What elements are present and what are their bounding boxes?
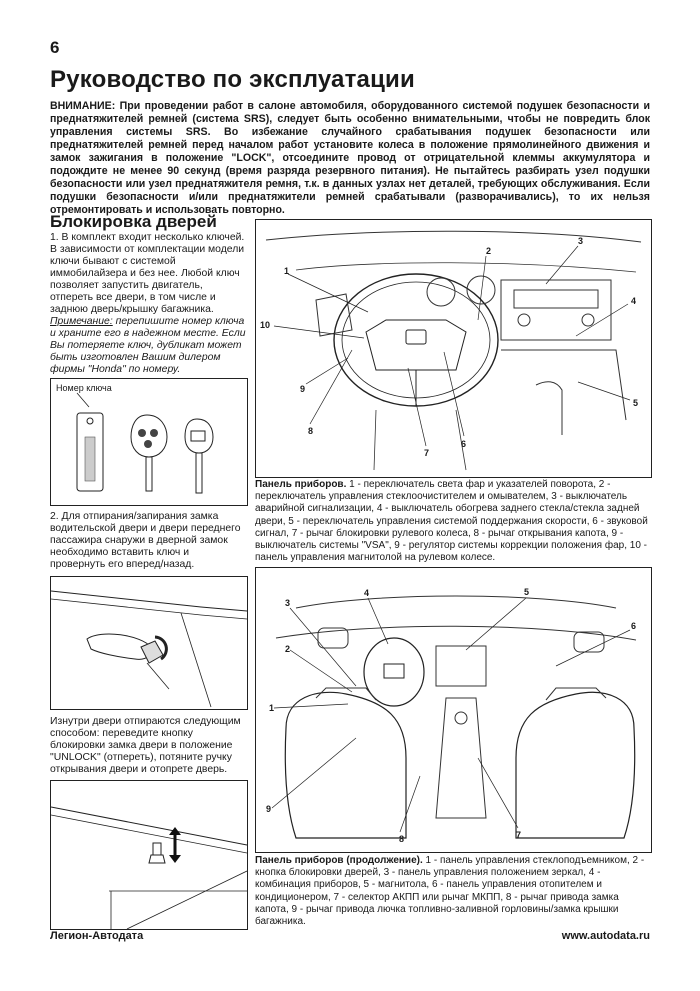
- warning-text: При проведении работ в салоне автомобиля, оборудованного системой подушек безопасности и преднатяжителей ремней (система SRS), следует быть особенно внимательными, чтобы не повредить блок управления системы SRS. Во избежание случайного срабатывания подушек безопасности или преднатяжителей ремней перед началом работ установите колеса в положение прямолинейного движения и замок зажигания в положение "LOCK", отсоедините провод от отрицательной клеммы аккумулятора и подождите не менее 90 секунд (время разряда резервного питания). Не пытайтесь разбирать узел подушки безопасности или узел преднатяжителя ремня, т.к. в данных узлах нет деталей, требующих обслуживания. Если подушки безопасности и/или преднатяжители ремней срабатывали (разворачивались), то их нельзя отремонтировать и использовать повторно.: [50, 100, 650, 216]
- fig1-callout-9: 9: [300, 384, 306, 394]
- fig1-callout-7: 7: [424, 448, 430, 458]
- fig2-callout-7: 7: [516, 830, 522, 840]
- fig2-callout-3: 3: [285, 598, 291, 608]
- fig2-callout-4: 4: [364, 588, 370, 598]
- lock-button-illustration: [51, 781, 247, 929]
- section-title: Блокировка дверей: [50, 212, 217, 231]
- note-label: Примечание:: [50, 316, 113, 327]
- fig1-callout-10: 10: [260, 320, 271, 330]
- door-handle-illustration: [51, 577, 247, 709]
- fig1-callout-3: 3: [578, 236, 584, 246]
- page-number: 6: [50, 38, 60, 57]
- fig1-callout-8: 8: [308, 426, 314, 436]
- key-figure: [50, 378, 248, 506]
- fig2-callout-5: 5: [524, 587, 530, 597]
- fig1-callout-6: 6: [461, 439, 467, 449]
- figure-1-caption: [255, 479, 651, 564]
- dashboard-illustration: [256, 220, 651, 477]
- fig2-callout-2: 2: [285, 644, 291, 654]
- keys-illustration: [51, 379, 247, 505]
- footer-publisher: Легион-Автодата: [50, 930, 144, 942]
- figure-1-caption-label: Панель приборов.: [255, 479, 347, 490]
- fig1-callout-5: 5: [633, 398, 639, 408]
- fig2-callout-6: 6: [631, 621, 637, 631]
- lock-button-figure: [50, 780, 248, 930]
- fig2-callout-8: 8: [399, 834, 405, 844]
- item-2-text: 2. Для отпирания/запирания замка водительской двери и двери переднего пассажира снаружи в дверной замок необходимо вставить ключ и провернуть его вперед/назад.: [50, 511, 241, 570]
- door-handle-figure: [50, 576, 248, 710]
- interior-illustration: [256, 568, 651, 852]
- inside-unlock-text: Изнутри двери отпираются следующим способом: переведите кнопку блокировки замка двери в положение "UNLOCK" (отпереть), потяните ручку открывания двери и отопрете дверь.: [50, 716, 241, 775]
- srs-warning: [50, 100, 650, 217]
- footer-website[interactable]: www.autodata.ru: [561, 930, 650, 942]
- figure-2-caption: [255, 855, 651, 928]
- fig1-callout-2: 2: [486, 246, 492, 256]
- fig2-callout-9: 9: [266, 804, 272, 814]
- fig1-callout-1: 1: [284, 266, 290, 276]
- note-text: перепишите номер ключа и храните его в надежном месте. Если Вы потеряете ключ, дубликат может быть изготовлен Вашим дилером фирмы "Honda" по номеру.: [50, 316, 246, 375]
- figure-1-caption-text: 1 - переключатель света фар и указателей поворота, 2 - переключатель управления стеклоочистителем и омывателем, 3 - выключатель аварийной сигнализации, 4 - выключатель обогрева заднего стекла/стекла задней двери, 5 - переключатель управления системой поддержания скорости, 6 - звуковой сигнал, 7 - рычаг блокировки рулевого колеса, 8 - рычаг открывания капота, 9 - выключатель системы "VSA", 9 - регулятор системы коррекции положения фар, 10 - панель управления магнитолой на рулевом колесе.: [255, 479, 648, 564]
- key-number-label: Номер ключа: [56, 383, 112, 393]
- fig2-callout-1: 1: [269, 703, 275, 713]
- item-1-text: 1. В комплект входит несколько ключей. В зависимости от комплектации модели ключи бывают с системой иммобилайзера и без нее. Любой ключ позволяет запустить двигатель, отпереть все двери, в том числе и заднюю дверь/крышку багажника.: [50, 232, 245, 315]
- fig1-callout-4: 4: [631, 296, 637, 306]
- dashboard-figure: [255, 219, 652, 478]
- key-set-text: [50, 232, 246, 376]
- figure-2-caption-text: 1 - панель управления стеклоподъемником, 2 - кнопка блокировки дверей, 3 - панель управления положением зеркал, 4 - комбинация приборов, 5 - магнитола, 6 - панель управления отопителем и кондиционером, 7 - селектор АКПП или рычаг МКПП, 8 - рычаг привода замка капота, 9 - рычаг привода лючка топливно-заливной горловины/замка крышки багажника.: [255, 855, 645, 928]
- interior-figure: [255, 567, 652, 853]
- figure-2-caption-label: Панель приборов (продолжение).: [255, 855, 423, 866]
- page-title: Руководство по эксплуатации: [50, 66, 415, 93]
- warning-label: ВНИМАНИЕ:: [50, 100, 116, 112]
